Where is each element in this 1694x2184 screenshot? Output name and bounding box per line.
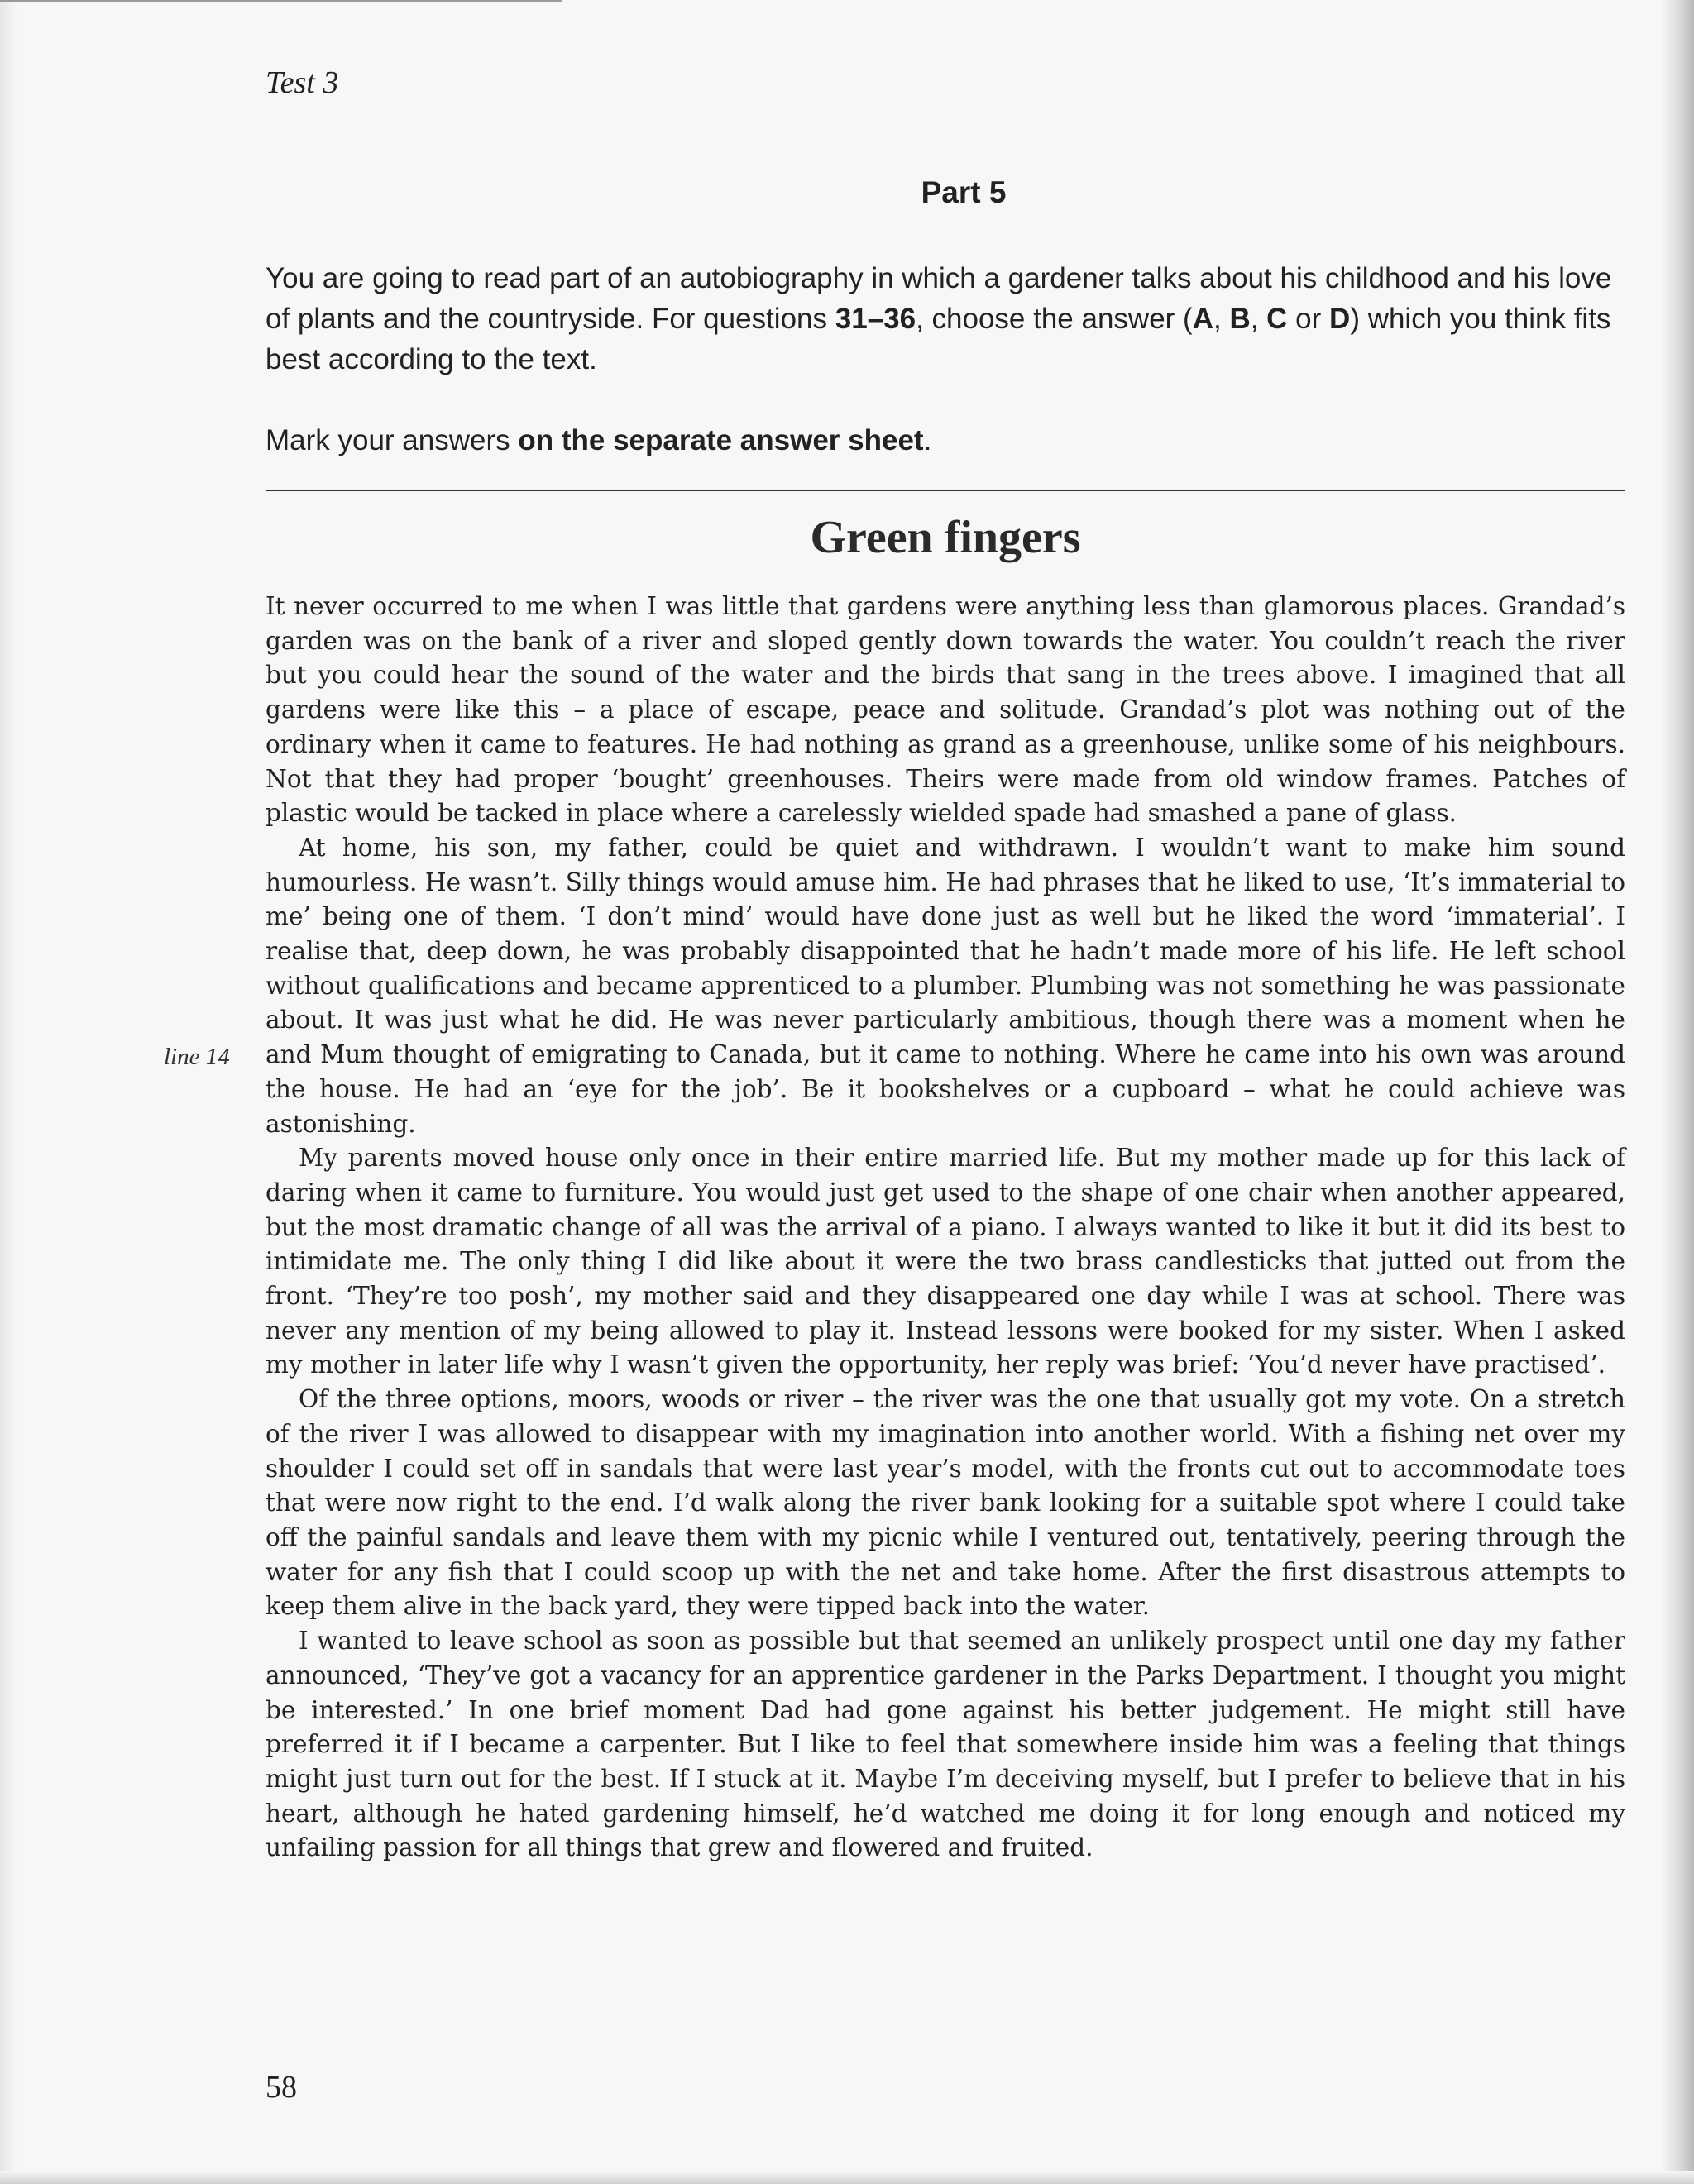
article-paragraph: It never occurred to me when I was little that gardens were anything less than glamorous places. Grandad’s garden was on the bank of a river and sloped gently down towards the water. You couldn’t reach the river but you could hear the sound of the water and the birds that sang in the trees above. I imagined that all gardens were like this – a place of escape, peace and solitude. Grandad’s plot was nothing out of the ordinary when it came to features. He had nothing as grand as a greenhouse, unlike some of his neighbours. Not that they had proper ‘bought’ greenhouses. Theirs were made from old window frames. Patches of plastic would be tacked in place where a carelessly wielded spade had smashed a pane of glass. xyxy=(266,592,1625,828)
article-paragraph: At home, his son, my father, could be quiet and withdrawn. I wouldn’t want to make him sound humourless. He wasn’t. Silly things would amuse him. He had phrases that he liked to use, ‘It’s immaterial to me’ being one of them. ‘I don’t mind’ would have done just as well but he liked the word ‘immaterial’. I realise that, deep down, he was probably disappointed that he hadn’t made more of his life. He left school without qualifications and became apprenticed to a plumber. Plumbing was not something he was passionate about. It was just what he did. He was never particularly ambitious, though there was a moment when he and Mum thought of emigrating to Canada, but it came to nothing. Where he came into his own was around the house. He had an ‘eye for the job’. Be it bookshelves or a cupboard – what he could achieve was astonishing. xyxy=(266,833,1625,1138)
task-instruction: You are going to read part of an autobiography in which a gardener talks about his childhood and his love of plants and the countryside. For questions 31–36, choose the answer (A, B, C or D) which you think fits best according to the text. xyxy=(266,262,1612,375)
answer-sheet-instruction: Mark your answers on the separate answer sheet. xyxy=(266,424,932,456)
article-body xyxy=(266,590,1625,1866)
page-right-edge xyxy=(1661,0,1694,2184)
article-paragraph: My parents moved house only once in their entire married life. But my mother made up for this lack of daring when it came to furniture. You would just get used to the shape of one chair when another appeared, but the most dramatic change of all was the arrival of a piano. I always wanted to like it but it did its best to intimidate me. The only thing I did like about it were the two brass candlesticks that jutted out from the front. ‘They’re too posh’, my mother said and they disappeared one day while I was at school. There was never any mention of my being allowed to play it. Instead lessons were booked for my sister. When I asked my mother in later life why I wasn’t given the opportunity, her reply was brief: ‘You’d never have practised’. xyxy=(266,1144,1625,1379)
part-heading: Part 5 xyxy=(921,175,1007,209)
page-number: 58 xyxy=(266,2070,297,2105)
page-left-edge xyxy=(0,0,18,2184)
article-paragraph: I wanted to leave school as soon as possible but that seemed an unlikely prospect until one day my father announced, ‘They’ve got a vacancy for an apprentice gardener in the Parks Department. I thought you might be interested.’ In one brief moment Dad had gone against his better judgement. He might still have preferred it if I became a carpenter. But I like to feel that somewhere inside him was a feeling that things might just turn out for the best. If I stuck at it. Maybe I’m deceiving myself, but I prefer to believe that in his heart, although he hated gardening himself, he’d watched me doing it for long enough and noticed my unfailing passion for all things that grew and flowered and fruited. xyxy=(266,1627,1625,1862)
divider-rule xyxy=(266,490,1625,491)
article-paragraph: Of the three options, moors, woods or river – the river was the one that usually got my vote. On a stretch of the river I was allowed to disappear with my imagination into another world. With a fishing net over my shoulder I could set off in sandals that were last year’s model, with the fronts cut out to accommodate toes that were now right to the end. I’d walk along the river bank looking for a suitable spot where I could take off the painful sandals and leave them with my picnic while I ventured out, tentatively, peering through the water for any fish that I could scoop up with the net and take home. After the first disastrous attempts to keep them alive in the back yard, they were tipped back into the water. xyxy=(266,1385,1625,1621)
question-range: 31–36 xyxy=(835,303,916,335)
line-marker: line 14 xyxy=(164,1044,230,1070)
top-edge-rule xyxy=(0,0,562,2)
running-head: Test 3 xyxy=(266,65,339,100)
article-title: Green fingers xyxy=(810,512,1081,563)
instructions xyxy=(266,258,1630,461)
page-bottom-edge xyxy=(0,2171,1694,2184)
